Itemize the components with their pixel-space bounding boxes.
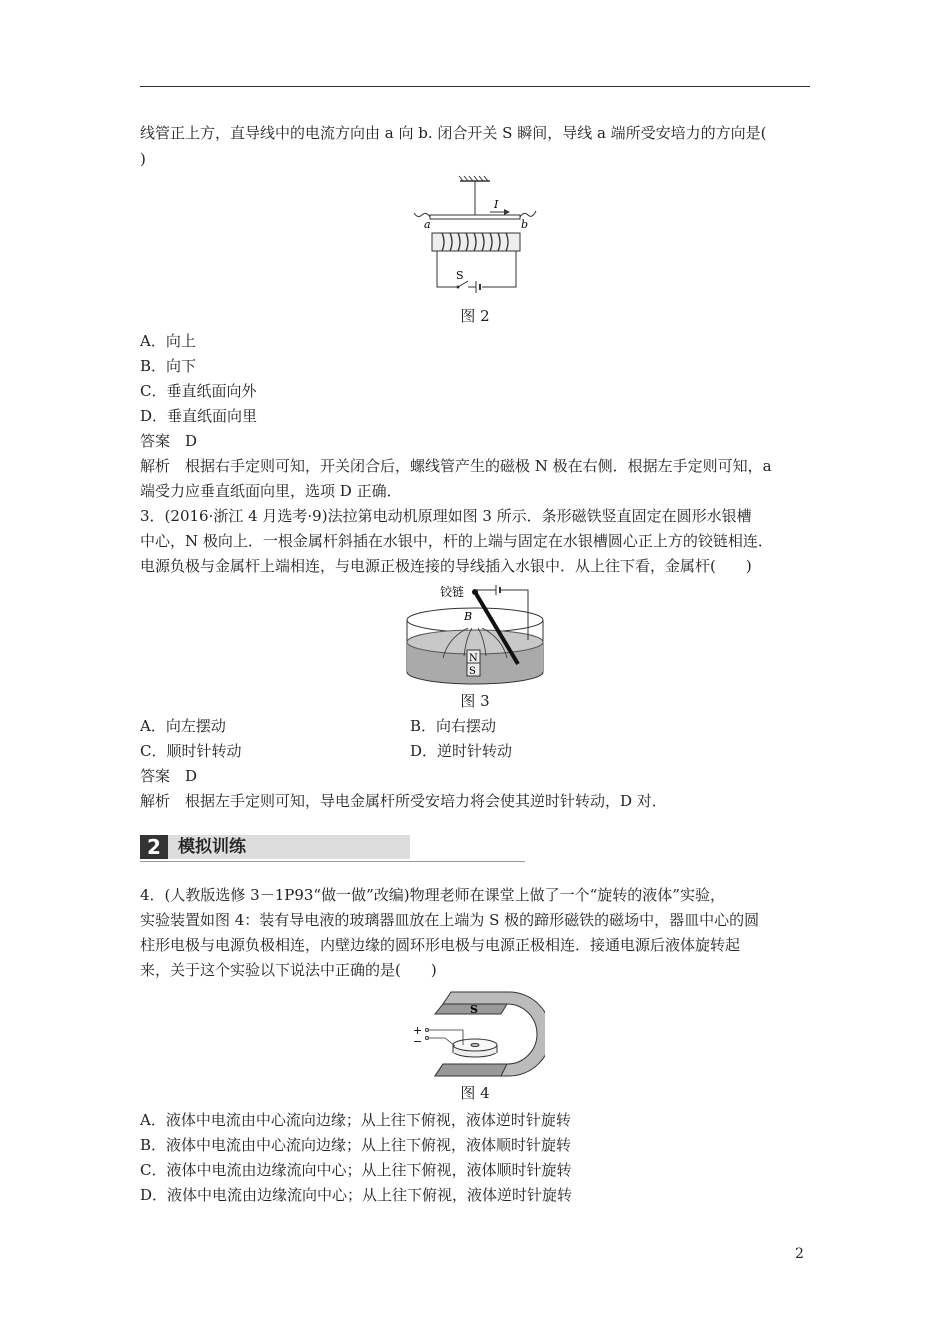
text-line: ): [140, 150, 146, 168]
question-3-line: 电源负极与金属杆上端相连，与电源正极连接的导线插入水银中．从上往下看，金属杆( ): [140, 557, 752, 575]
hinge-label: 铰链: [440, 585, 465, 599]
option-a: A．向左摆动: [140, 717, 226, 735]
option-b: B．向下: [140, 357, 197, 375]
figure-4-caption: 图 4: [460, 1084, 490, 1102]
option-b: B．液体中电流由中心流向边缘；从上往下俯视，液体顺时针旋转: [140, 1136, 572, 1154]
option-d: D．液体中电流由边缘流向中心；从上往下俯视，液体逆时针旋转: [140, 1186, 573, 1204]
option-c: C．顺时针转动: [140, 742, 242, 760]
text-line: 线管正上方，直导线中的电流方向由 a 向 b. 闭合开关 S 瞬间，导线 a 端所受安培力的方向是(: [140, 124, 767, 142]
answer: 答案 D: [140, 767, 198, 785]
explanation-line: 端受力应垂直纸面向里，选项 D 正确．: [140, 482, 402, 500]
end-a-label: a: [424, 218, 431, 231]
option-d: D．垂直纸面向里: [140, 407, 258, 425]
switch-label: S: [456, 269, 464, 282]
question-4-line: 4．(人教版选修 3－1P93“做一做”改编)物理老师在课堂上做了一个“旋转的液体”实验，: [140, 886, 725, 904]
current-label: I: [494, 198, 499, 211]
question-4-line: 柱形电极与电源负极相连，内壁边缘的圆环形电极与电源正极相连．接通电源后液体旋转起: [140, 936, 741, 954]
section-number: 2: [140, 835, 168, 859]
figure-2-caption: 图 2: [460, 307, 490, 325]
header-rule: [140, 86, 810, 87]
question-3-line: 3．(2016·浙江 4 月选考·9)法拉第电动机原理如图 3 所示．条形磁铁竖直固定在圆形水银槽: [140, 507, 752, 525]
question-4-line: 实验装置如图 4：装有导电液的玻璃器皿放在上端为 S 极的蹄形磁铁的磁场中，器皿中心的圆: [140, 911, 760, 929]
question-4-line: 来，关于这个实验以下说法中正确的是( ): [140, 961, 437, 979]
field-b-label: B: [464, 610, 473, 623]
option-a: A．液体中电流由中心流向边缘；从上往下俯视，液体逆时针旋转: [140, 1111, 571, 1129]
plus-label: +: [413, 1024, 423, 1037]
option-b: B．向右摆动: [410, 717, 497, 735]
figure-3-faraday-motor: [400, 580, 550, 685]
section-underline: [140, 861, 525, 862]
section-header: [140, 835, 525, 865]
figure-2-solenoid: [410, 175, 540, 297]
magnet-s-label: S: [469, 666, 476, 677]
figure-3-caption: 图 3: [460, 692, 490, 710]
option-c: C．垂直纸面向外: [140, 382, 257, 400]
explanation-line: 解析 根据右手定则可知，开关闭合后，螺线管产生的磁极 N 极在右侧．根据左手定则可知，a: [140, 457, 772, 475]
option-c: C．液体中电流由边缘流向中心；从上往下俯视，液体顺时针旋转: [140, 1161, 572, 1179]
option-d: D．逆时针转动: [410, 742, 513, 760]
section-title: 模拟训练: [178, 837, 246, 857]
end-b-label: b: [521, 218, 529, 231]
pole-s-label: S: [470, 1003, 478, 1016]
figure-4-horseshoe-magnet: [405, 990, 545, 1080]
minus-label: −: [413, 1035, 423, 1048]
explanation-line: 解析 根据左手定则可知，导电金属杆所受安培力将会使其逆时针转动，D 对．: [140, 792, 667, 810]
option-a: A．向上: [140, 332, 196, 350]
magnet-n-label: N: [469, 653, 478, 664]
answer: 答案 D: [140, 432, 198, 450]
question-3-line: 中心，N 极向上．一根金属杆斜插在水银中，杆的上端与固定在水银槽圆心正上方的铰链相连．: [140, 532, 773, 550]
page-number: 2: [795, 1246, 804, 1262]
